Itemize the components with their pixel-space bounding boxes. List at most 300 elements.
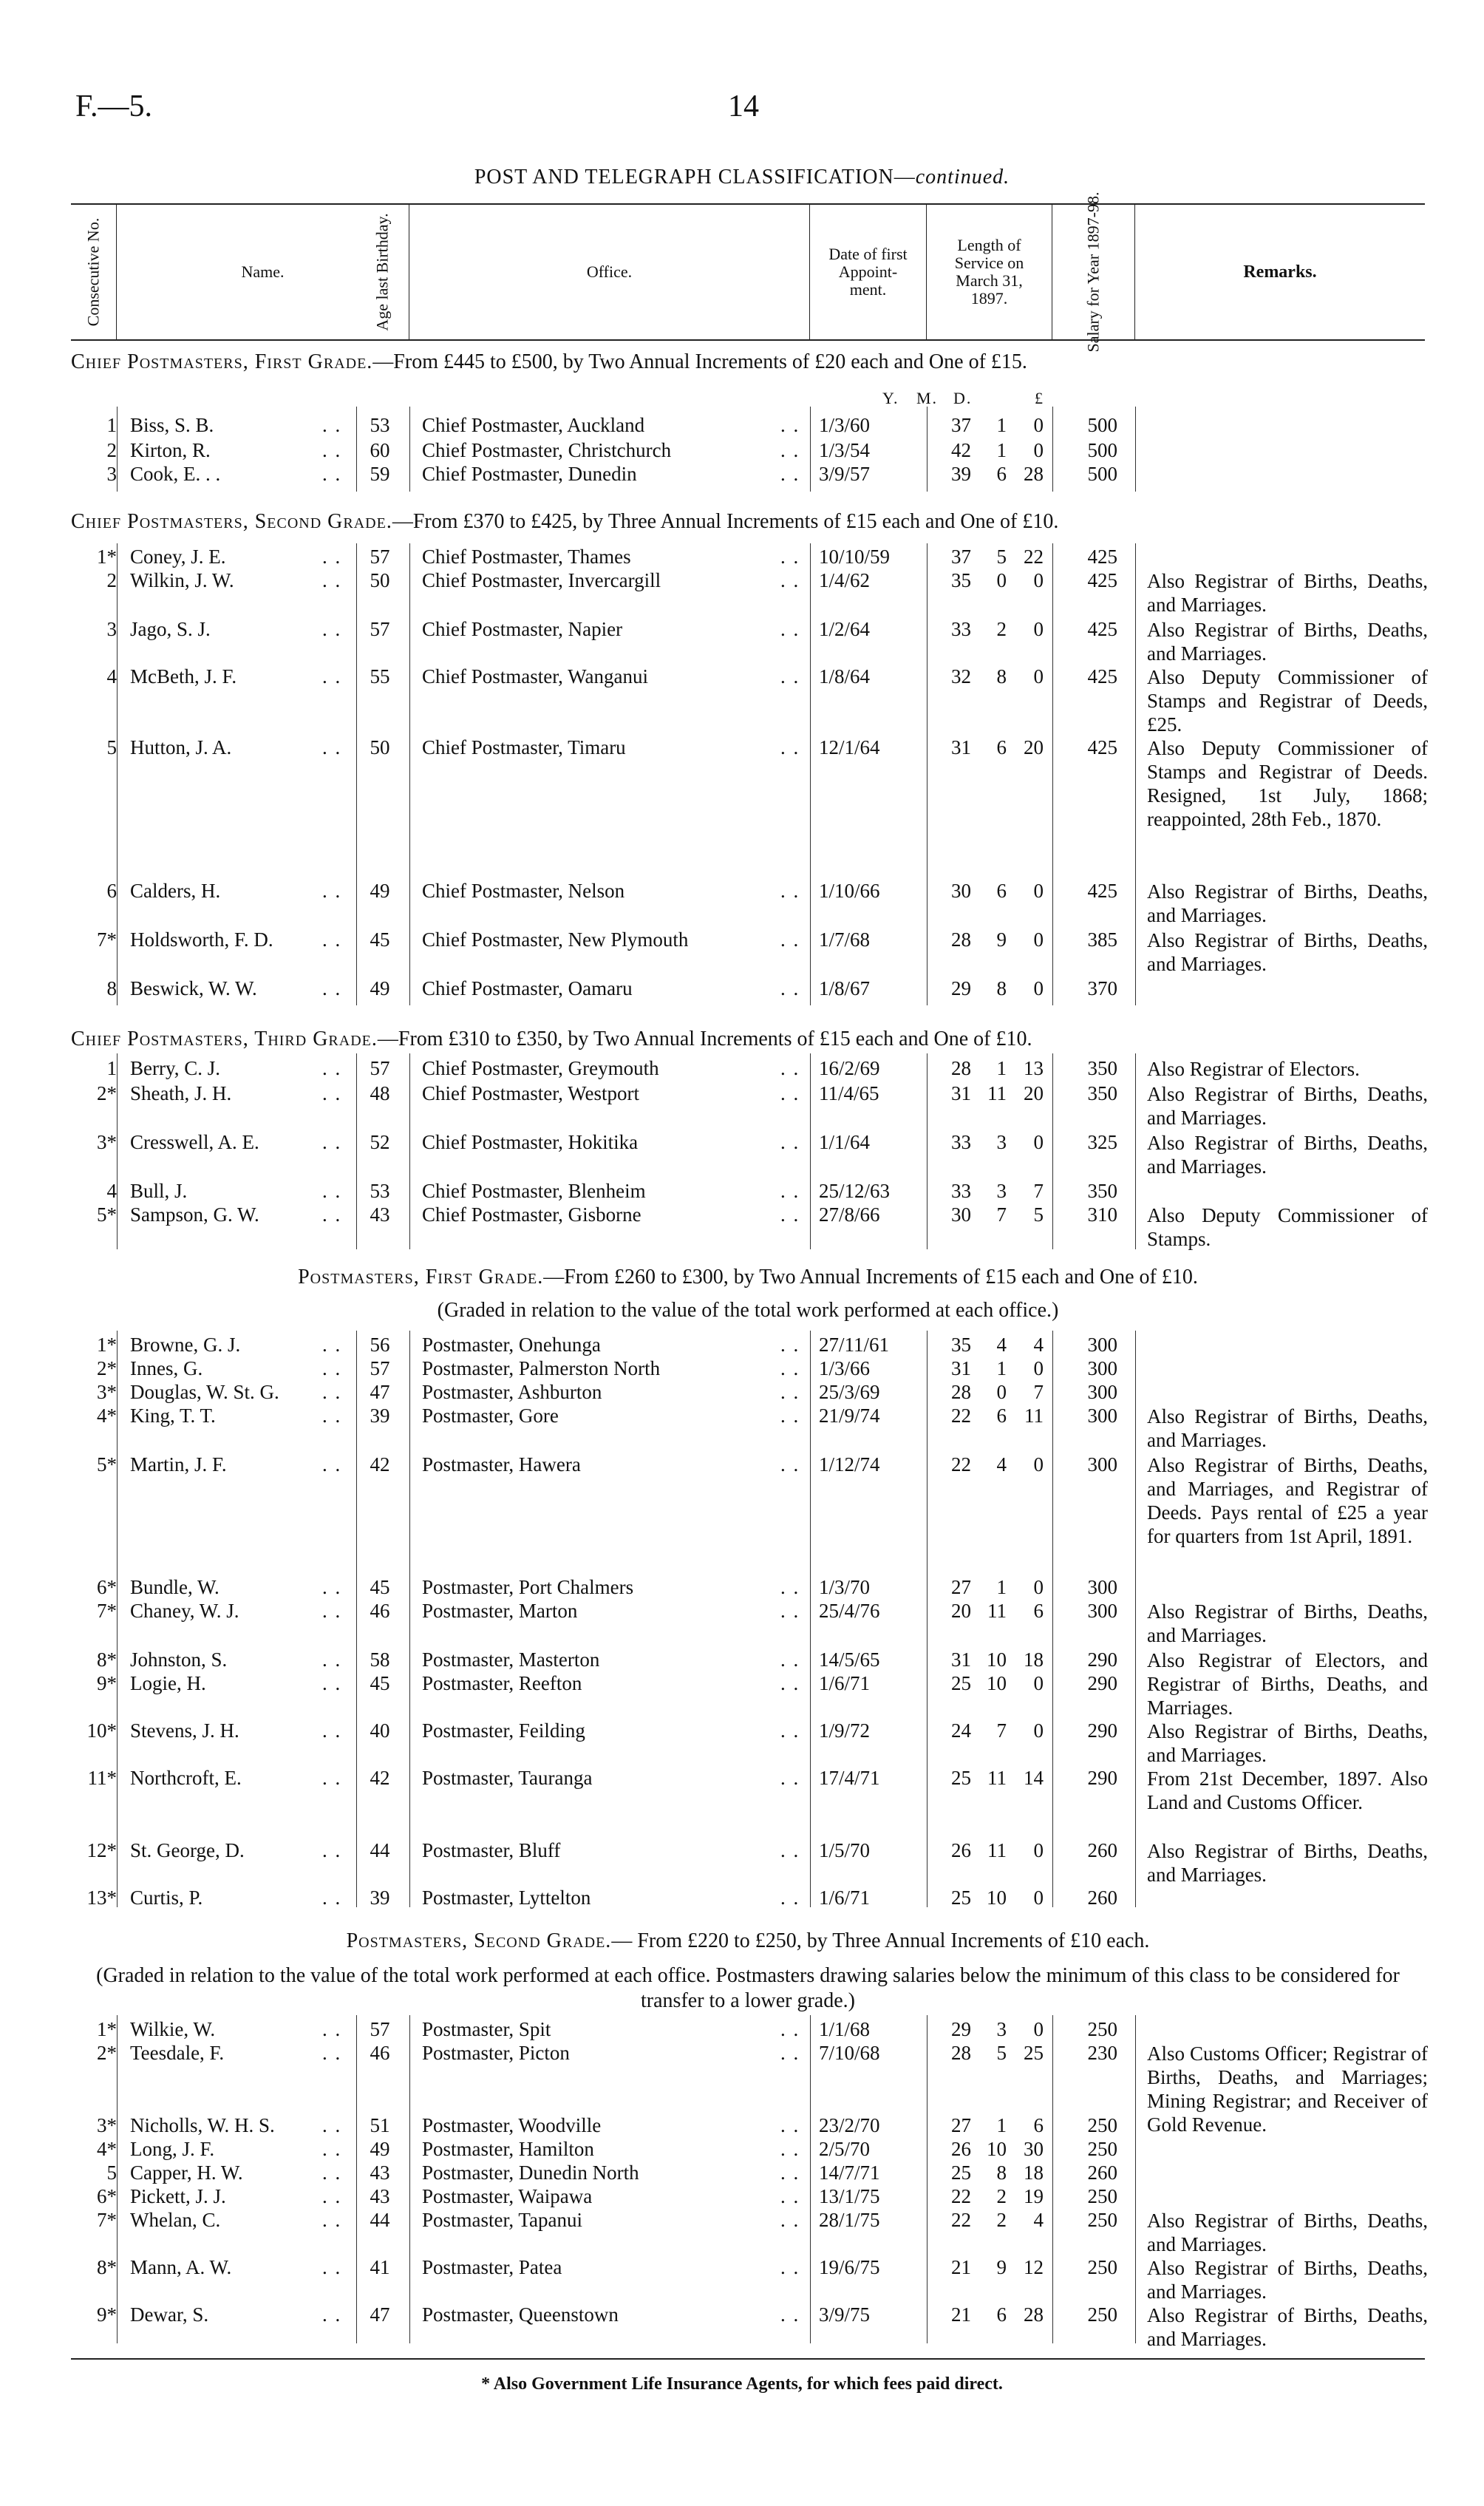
service-years: 31 bbox=[951, 1357, 971, 1379]
service-days: 13 bbox=[1024, 1057, 1044, 1079]
grade-name: Chief Postmasters, Second Grade. bbox=[71, 510, 392, 533]
age: 43 bbox=[370, 2162, 390, 2184]
appointment-date: 1/7/68 bbox=[819, 928, 871, 951]
appointment-date: 27/11/61 bbox=[819, 1334, 890, 1356]
appointment-date: 1/8/67 bbox=[819, 977, 871, 999]
leader-dots: . . bbox=[322, 2138, 342, 2160]
salary: 250 bbox=[1087, 2209, 1117, 2231]
service-days: 12 bbox=[1024, 2256, 1044, 2278]
salary: 300 bbox=[1087, 1405, 1117, 1427]
age: 45 bbox=[370, 928, 390, 951]
office: Chief Postmaster, Christchurch bbox=[422, 439, 672, 461]
appointment-date: 1/9/72 bbox=[819, 1719, 871, 1742]
table-row bbox=[71, 1057, 1425, 1082]
employee-name: Northcroft, E. bbox=[130, 1767, 242, 1789]
salary: 290 bbox=[1087, 1648, 1117, 1671]
leader-dots: . . bbox=[780, 1057, 800, 1079]
salary: 425 bbox=[1087, 569, 1117, 591]
age: 48 bbox=[370, 1082, 390, 1104]
salary: 290 bbox=[1087, 1767, 1117, 1789]
service-years: 33 bbox=[951, 1180, 971, 1202]
employee-name: Wilkie, W. bbox=[130, 2018, 216, 2040]
leader-dots: . . bbox=[322, 880, 342, 902]
leader-dots: . . bbox=[780, 880, 800, 902]
column-rule bbox=[117, 1331, 118, 1907]
service-years: 20 bbox=[951, 1600, 971, 1622]
employee-name: Nicholls, W. H. S. bbox=[130, 2114, 275, 2136]
service-days: 0 bbox=[1033, 1887, 1044, 1909]
table-row bbox=[71, 414, 1425, 439]
section-heading bbox=[71, 1266, 1425, 1289]
service-days: 18 bbox=[1024, 1648, 1044, 1671]
service-months: 8 bbox=[996, 665, 1007, 687]
table-row bbox=[71, 439, 1425, 464]
employee-name: McBeth, J. F. bbox=[130, 665, 237, 687]
service-years: 22 bbox=[951, 2185, 971, 2207]
consecutive-no: 2* bbox=[97, 1357, 117, 1379]
remarks: Also Registrar of Births, Deaths, and Marriages. bbox=[1147, 1083, 1428, 1129]
leader-dots: . . bbox=[780, 463, 800, 485]
consecutive-no: 6* bbox=[97, 1576, 117, 1598]
leader-dots: . . bbox=[780, 2256, 800, 2278]
consecutive-no: 4 bbox=[106, 1180, 117, 1202]
remarks: Also Registrar of Births, Deaths, and Marriages. bbox=[1147, 1600, 1428, 1646]
salary: 290 bbox=[1087, 1719, 1117, 1742]
office: Postmaster, Hamilton bbox=[422, 2138, 594, 2160]
service-years: 29 bbox=[951, 977, 971, 999]
service-years: 28 bbox=[951, 1057, 971, 1079]
service-days: 0 bbox=[1033, 2018, 1044, 2040]
leader-dots: . . bbox=[780, 1453, 800, 1476]
office: Postmaster, Masterton bbox=[422, 1648, 600, 1671]
service-years: 22 bbox=[951, 2209, 971, 2231]
service-years: 29 bbox=[951, 2018, 971, 2040]
remarks: Also Registrar of Births, Deaths, and Marriages. bbox=[1147, 880, 1428, 926]
consecutive-no: 8* bbox=[97, 1648, 117, 1671]
employee-name: Holdsworth, F. D. bbox=[130, 928, 273, 951]
appointment-date: 1/4/62 bbox=[819, 569, 871, 591]
col-date: Date of first Appoint- ment. bbox=[810, 205, 927, 339]
office: Chief Postmaster, Invercargill bbox=[422, 569, 661, 591]
employee-name: Cresswell, A. E. bbox=[130, 1131, 259, 1153]
office: Chief Postmaster, Dunedin bbox=[422, 463, 637, 485]
age: 42 bbox=[370, 1453, 390, 1476]
service-years: 37 bbox=[951, 546, 971, 568]
remarks: Also Registrar of Births, Deaths, and Marriages. bbox=[1147, 2210, 1428, 2255]
appointment-date: 28/1/75 bbox=[819, 2209, 880, 2231]
remarks: Also Registrar of Electors, and Registrar of Births, Deaths, and Marriages. bbox=[1147, 1649, 1428, 1719]
appointment-date: 2/5/70 bbox=[819, 2138, 871, 2160]
appointment-date: 1/12/74 bbox=[819, 1453, 880, 1476]
grade-name: Postmasters, Second Grade. bbox=[346, 1929, 612, 1952]
consecutive-no: 4* bbox=[97, 1405, 117, 1427]
service-days: 0 bbox=[1033, 1357, 1044, 1379]
salary: 300 bbox=[1087, 1453, 1117, 1476]
column-rule bbox=[1135, 407, 1136, 492]
service-months: 10 bbox=[987, 1887, 1007, 1909]
service-months: 11 bbox=[987, 1839, 1007, 1861]
grade-name: Chief Postmasters, Third Grade. bbox=[71, 1028, 378, 1050]
page-title: POST AND TELEGRAPH CLASSIFICATION—continued. bbox=[474, 166, 1010, 189]
service-days: 0 bbox=[1033, 618, 1044, 640]
service-months: 6 bbox=[996, 2303, 1007, 2326]
table-row bbox=[71, 2018, 1425, 2043]
salary: 425 bbox=[1087, 546, 1117, 568]
service-months: 8 bbox=[996, 2162, 1007, 2184]
salary: 425 bbox=[1087, 880, 1117, 902]
age: 57 bbox=[370, 2018, 390, 2040]
service-months: 1 bbox=[996, 1057, 1007, 1079]
age: 53 bbox=[370, 1180, 390, 1202]
age: 41 bbox=[370, 2256, 390, 2278]
employee-name: Berry, C. J. bbox=[130, 1057, 220, 1079]
leader-dots: . . bbox=[322, 1357, 342, 1379]
column-rule bbox=[1052, 1053, 1053, 1249]
column-rule bbox=[1135, 1053, 1136, 1249]
office: Chief Postmaster, Auckland bbox=[422, 414, 645, 436]
table-row bbox=[71, 1719, 1428, 1766]
table-row bbox=[71, 2256, 1428, 2303]
remarks: From 21st December, 1897. Also Land and Customs Officer. bbox=[1147, 1768, 1428, 1813]
office: Postmaster, Palmerston North bbox=[422, 1357, 661, 1379]
appointment-date: 16/2/69 bbox=[819, 1057, 880, 1079]
employee-name: Long, J. F. bbox=[130, 2138, 215, 2160]
age: 46 bbox=[370, 1600, 390, 1622]
employee-name: Sampson, G. W. bbox=[130, 1203, 259, 1226]
age: 56 bbox=[370, 1334, 390, 1356]
appointment-date: 1/3/54 bbox=[819, 439, 871, 461]
consecutive-no: 3 bbox=[106, 618, 117, 640]
service-months: 2 bbox=[996, 2209, 1007, 2231]
remarks: Also Registrar of Births, Deaths, and Marriages. bbox=[1147, 1840, 1428, 1886]
table-row bbox=[71, 977, 1425, 1002]
salary: 290 bbox=[1087, 1672, 1117, 1694]
appointment-date: 13/1/75 bbox=[819, 2185, 880, 2207]
column-rule bbox=[1052, 543, 1053, 1005]
salary: 325 bbox=[1087, 1131, 1117, 1153]
remarks: Also Registrar of Births, Deaths, and Marriages. bbox=[1147, 1720, 1428, 1766]
appointment-date: 3/9/75 bbox=[819, 2303, 871, 2326]
appointment-date: 1/8/64 bbox=[819, 665, 871, 687]
age: 45 bbox=[370, 1672, 390, 1694]
service-days: 6 bbox=[1033, 1600, 1044, 1622]
age: 57 bbox=[370, 1057, 390, 1079]
service-days: 22 bbox=[1024, 546, 1044, 568]
employee-name: St. George, D. bbox=[130, 1839, 245, 1861]
column-rule bbox=[356, 1331, 357, 1907]
employee-name: Jago, S. J. bbox=[130, 618, 211, 640]
leader-dots: . . bbox=[780, 1600, 800, 1622]
leader-dots: . . bbox=[322, 1082, 342, 1104]
leader-dots: . . bbox=[780, 1357, 800, 1379]
leader-dots: . . bbox=[780, 414, 800, 436]
column-rule bbox=[927, 543, 928, 1005]
leader-dots: . . bbox=[780, 1576, 800, 1598]
leader-dots: . . bbox=[322, 1648, 342, 1671]
leader-dots: . . bbox=[780, 2303, 800, 2326]
service-days: 0 bbox=[1033, 569, 1044, 591]
leader-dots: . . bbox=[322, 2162, 342, 2184]
consecutive-no: 7* bbox=[97, 2209, 117, 2231]
column-rule bbox=[117, 543, 118, 1005]
leader-dots: . . bbox=[322, 1600, 342, 1622]
column-rule bbox=[1135, 543, 1136, 1005]
leader-dots: . . bbox=[780, 2042, 800, 2064]
appointment-date: 1/1/64 bbox=[819, 1131, 871, 1153]
service-months: 11 bbox=[987, 1082, 1007, 1104]
age: 49 bbox=[370, 977, 390, 999]
service-years: 21 bbox=[951, 2256, 971, 2278]
service-months: 0 bbox=[996, 1381, 1007, 1403]
service-years: 31 bbox=[951, 736, 971, 758]
service-years: 39 bbox=[951, 463, 971, 485]
service-years: 28 bbox=[951, 1381, 971, 1403]
salary: 260 bbox=[1087, 2162, 1117, 2184]
table-row bbox=[71, 2138, 1425, 2163]
employee-name: Johnston, S. bbox=[130, 1648, 228, 1671]
age: 43 bbox=[370, 2185, 390, 2207]
appointment-date: 1/3/66 bbox=[819, 1357, 871, 1379]
leader-dots: . . bbox=[780, 665, 800, 687]
leader-dots: . . bbox=[322, 665, 342, 687]
leader-dots: . . bbox=[780, 1672, 800, 1694]
service-years: 30 bbox=[951, 1203, 971, 1226]
office: Chief Postmaster, Nelson bbox=[422, 880, 625, 902]
leader-dots: . . bbox=[322, 1719, 342, 1742]
leader-dots: . . bbox=[780, 1381, 800, 1403]
salary: 385 bbox=[1087, 928, 1117, 951]
leader-dots: . . bbox=[322, 1672, 342, 1694]
leader-dots: . . bbox=[780, 928, 800, 951]
table-row bbox=[71, 1405, 1428, 1451]
service-months: 2 bbox=[996, 618, 1007, 640]
document-code: F.—5. bbox=[75, 89, 152, 123]
leader-dots: . . bbox=[780, 1839, 800, 1861]
service-months: 4 bbox=[996, 1453, 1007, 1476]
service-days: 19 bbox=[1024, 2185, 1044, 2207]
table-row bbox=[71, 2114, 1425, 2139]
leader-dots: . . bbox=[322, 928, 342, 951]
table-row bbox=[71, 665, 1428, 736]
consecutive-no: 5* bbox=[97, 1453, 117, 1476]
service-days: 4 bbox=[1033, 1334, 1044, 1356]
service-years: 24 bbox=[951, 1719, 971, 1742]
service-days: 6 bbox=[1033, 2114, 1044, 2136]
appointment-date: 14/5/65 bbox=[819, 1648, 880, 1671]
service-years: 28 bbox=[951, 928, 971, 951]
leader-dots: . . bbox=[780, 546, 800, 568]
salary: 425 bbox=[1087, 618, 1117, 640]
service-days: 0 bbox=[1033, 1839, 1044, 1861]
employee-name: Bull, J. bbox=[130, 1180, 188, 1202]
col-service: Length of Service on March 31, 1897. bbox=[927, 205, 1052, 339]
service-days: 5 bbox=[1033, 1203, 1044, 1226]
age: 59 bbox=[370, 463, 390, 485]
appointment-date: 1/5/70 bbox=[819, 1839, 871, 1861]
office: Postmaster, Waipawa bbox=[422, 2185, 593, 2207]
section-heading bbox=[71, 1929, 1425, 1953]
office: Postmaster, Hawera bbox=[422, 1453, 581, 1476]
remarks: Also Registrar of Births, Deaths, and Marriages. bbox=[1147, 570, 1428, 616]
consecutive-no: 1 bbox=[106, 414, 117, 436]
office: Postmaster, Dunedin North bbox=[422, 2162, 639, 2184]
service-days: 20 bbox=[1024, 736, 1044, 758]
grade-scale: —From £445 to £500, by Two Annual Increments of £20 each and One of £15. bbox=[372, 350, 1027, 373]
employee-name: Beswick, W. W. bbox=[130, 977, 257, 999]
leader-dots: . . bbox=[780, 2185, 800, 2207]
appointment-date: 1/6/71 bbox=[819, 1887, 871, 1909]
office: Postmaster, Bluff bbox=[422, 1839, 561, 1861]
salary: 250 bbox=[1087, 2303, 1117, 2326]
leader-dots: . . bbox=[780, 2138, 800, 2160]
leader-dots: . . bbox=[322, 977, 342, 999]
service-days: 30 bbox=[1024, 2138, 1044, 2160]
salary: 300 bbox=[1087, 1600, 1117, 1622]
grade-scale: —From £370 to £425, by Three Annual Increments of £15 each and One of £10. bbox=[392, 510, 1059, 533]
service-years: 27 bbox=[951, 2114, 971, 2136]
employee-name: King, T. T. bbox=[130, 1405, 216, 1427]
office: Postmaster, Picton bbox=[422, 2042, 570, 2064]
table-row bbox=[71, 1334, 1425, 1359]
leader-dots: . . bbox=[322, 1203, 342, 1226]
consecutive-no: 3 bbox=[106, 463, 117, 485]
service-years: 31 bbox=[951, 1082, 971, 1104]
office: Postmaster, Tauranga bbox=[422, 1767, 593, 1789]
leader-dots: . . bbox=[780, 618, 800, 640]
leader-dots: . . bbox=[322, 439, 342, 461]
office: Postmaster, Woodville bbox=[422, 2114, 602, 2136]
service-months: 1 bbox=[996, 414, 1007, 436]
consecutive-no: 4 bbox=[106, 665, 117, 687]
employee-name: Calders, H. bbox=[130, 880, 221, 902]
col-name: Name. bbox=[117, 205, 409, 339]
leader-dots: . . bbox=[322, 1767, 342, 1789]
leader-dots: . . bbox=[780, 1334, 800, 1356]
leader-dots: . . bbox=[780, 1131, 800, 1153]
service-months: 4 bbox=[996, 1334, 1007, 1356]
leader-dots: . . bbox=[322, 1405, 342, 1427]
service-days: 0 bbox=[1033, 439, 1044, 461]
employee-name: Martin, J. F. bbox=[130, 1453, 227, 1476]
table-row bbox=[71, 1767, 1428, 1813]
service-months: 1 bbox=[996, 1576, 1007, 1598]
age: 40 bbox=[370, 1719, 390, 1742]
appointment-date: 10/10/59 bbox=[819, 546, 891, 568]
salary: 300 bbox=[1087, 1334, 1117, 1356]
consecutive-no: 8* bbox=[97, 2256, 117, 2278]
table-row bbox=[71, 1357, 1425, 1382]
grade-note: (Graded in relation to the value of the total work performed at each office. Postmasters drawing salaries below the minimum of this class to be considered for transfer to a lower grade.) bbox=[96, 1964, 1400, 2012]
service-years: 42 bbox=[951, 439, 971, 461]
service-days: 0 bbox=[1033, 1719, 1044, 1742]
col-salary: Salary for Year 1897-98. bbox=[1052, 205, 1135, 339]
consecutive-no: 5* bbox=[97, 1203, 117, 1226]
age: 49 bbox=[370, 880, 390, 902]
salary: 500 bbox=[1087, 414, 1117, 436]
office: Postmaster, Port Chalmers bbox=[422, 1576, 634, 1598]
consecutive-no: 5 bbox=[106, 2162, 117, 2184]
table-row bbox=[71, 2303, 1428, 2350]
leader-dots: . . bbox=[780, 1405, 800, 1427]
service-years: 33 bbox=[951, 1131, 971, 1153]
appointment-date: 1/3/70 bbox=[819, 1576, 871, 1598]
service-months: 11 bbox=[987, 1767, 1007, 1789]
consecutive-no: 3* bbox=[97, 2114, 117, 2136]
service-years: 22 bbox=[951, 1453, 971, 1476]
employee-name: Coney, J. E. bbox=[130, 546, 226, 568]
service-months: 6 bbox=[996, 880, 1007, 902]
service-days: 18 bbox=[1024, 2162, 1044, 2184]
service-months: 5 bbox=[996, 2042, 1007, 2064]
employee-name: Capper, H. W. bbox=[130, 2162, 243, 2184]
table-header bbox=[71, 191, 1425, 353]
leader-dots: . . bbox=[322, 2185, 342, 2207]
consecutive-no: 8 bbox=[106, 977, 117, 999]
leader-dots: . . bbox=[322, 1381, 342, 1403]
consecutive-no: 1 bbox=[106, 1057, 117, 1079]
appointment-date: 1/1/68 bbox=[819, 2018, 871, 2040]
leader-dots: . . bbox=[780, 439, 800, 461]
office: Chief Postmaster, Blenheim bbox=[422, 1180, 646, 1202]
remarks: Also Registrar of Births, Deaths, and Marriages. bbox=[1147, 619, 1428, 665]
col-age: Age last Birthday. bbox=[356, 205, 409, 339]
table-row bbox=[71, 1180, 1425, 1205]
leader-dots: . . bbox=[322, 736, 342, 758]
employee-name: Browne, G. J. bbox=[130, 1334, 241, 1356]
consecutive-no: 9* bbox=[97, 2303, 117, 2326]
leader-dots: . . bbox=[780, 569, 800, 591]
remarks: Also Registrar of Births, Deaths, and Marriages. bbox=[1147, 1132, 1428, 1178]
age: 52 bbox=[370, 1131, 390, 1153]
age: 49 bbox=[370, 2138, 390, 2160]
leader-dots: . . bbox=[322, 2042, 342, 2064]
service-months: 3 bbox=[996, 2018, 1007, 2040]
office: Postmaster, Ashburton bbox=[422, 1381, 602, 1403]
employee-name: Hutton, J. A. bbox=[130, 736, 232, 758]
grade-scale: —From £310 to £350, by Two Annual Increments of £15 each and One of £10. bbox=[377, 1028, 1032, 1050]
grade-name: Chief Postmasters, First Grade. bbox=[71, 350, 373, 373]
service-months: 9 bbox=[996, 928, 1007, 951]
age: 57 bbox=[370, 1357, 390, 1379]
column-rule bbox=[356, 407, 357, 492]
column-rule bbox=[810, 1331, 811, 1907]
salary: 310 bbox=[1087, 1203, 1117, 1226]
remarks: Also Registrar of Births, Deaths, and Marriages. bbox=[1147, 2257, 1428, 2303]
service-years: 33 bbox=[951, 618, 971, 640]
consecutive-no: 7* bbox=[97, 928, 117, 951]
leader-dots: . . bbox=[780, 2162, 800, 2184]
column-rule bbox=[1135, 1331, 1136, 1907]
age: 53 bbox=[370, 414, 390, 436]
service-months: 3 bbox=[996, 1131, 1007, 1153]
appointment-date: 25/12/63 bbox=[819, 1180, 891, 1202]
office: Postmaster, Spit bbox=[422, 2018, 551, 2040]
service-days: 7 bbox=[1033, 1180, 1044, 1202]
appointment-date: 3/9/57 bbox=[819, 463, 871, 485]
table-row bbox=[71, 2185, 1425, 2210]
leader-dots: . . bbox=[780, 736, 800, 758]
table-row bbox=[71, 1839, 1428, 1886]
service-years: 25 bbox=[951, 1672, 971, 1694]
unit-pound: £ bbox=[1035, 389, 1044, 407]
office: Postmaster, Patea bbox=[422, 2256, 562, 2278]
table-row bbox=[71, 463, 1425, 488]
service-months: 9 bbox=[996, 2256, 1007, 2278]
office: Chief Postmaster, Gisborne bbox=[422, 1203, 641, 1226]
service-years: 37 bbox=[951, 414, 971, 436]
leader-dots: . . bbox=[322, 546, 342, 568]
appointment-date: 7/10/68 bbox=[819, 2042, 880, 2064]
